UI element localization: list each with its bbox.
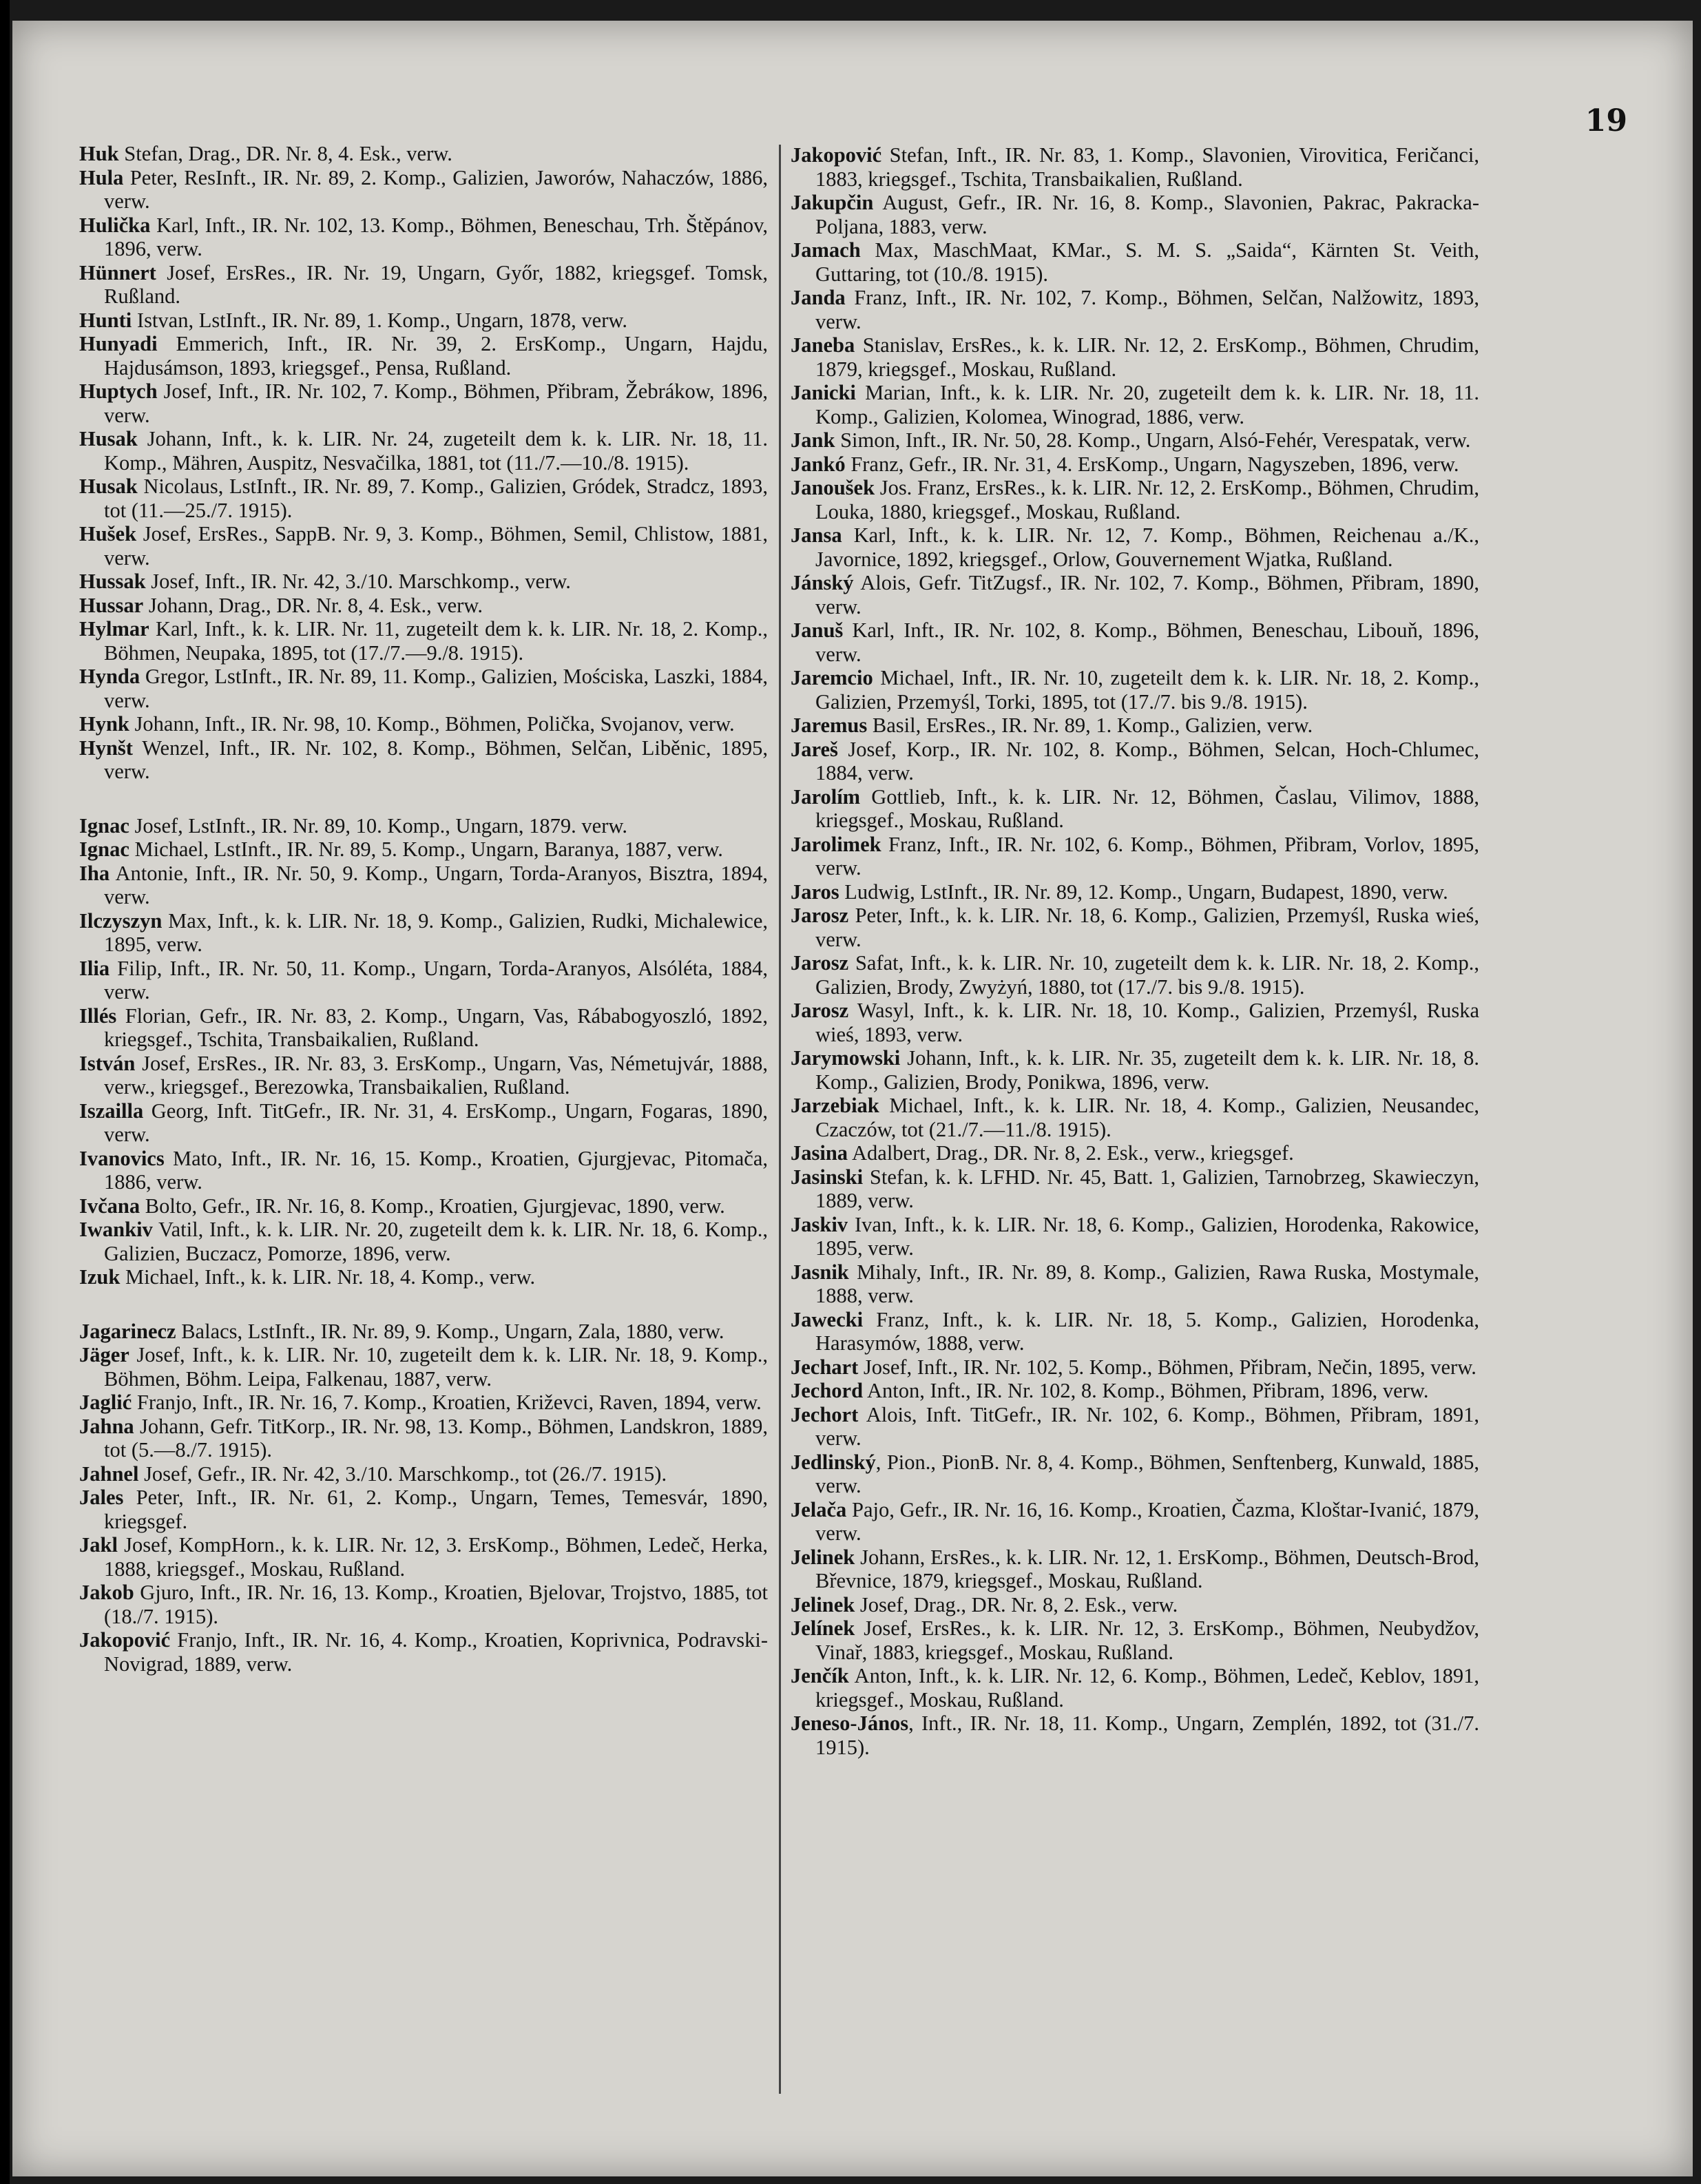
entry-details: Franjo, Inft., IR. Nr. 16, 7. Komp., Kroatien, Križevci, Raven, 1894, verw. [132,1391,762,1414]
entry-surname: Ivčana [79,1194,140,1218]
register-entry [791,476,1479,523]
register-entry [791,1046,1479,1094]
entry-details: Wasyl, Inft., k. k. LIR. Nr. 18, 10. Komp., Galizien, Przemyśl, Ruska wieś, 1893, verw. [815,999,1479,1046]
entry-surname: Jank [791,428,835,452]
entry-surname: Jakob [79,1581,134,1604]
entry-details: August, Gefr., IR. Nr. 16, 8. Komp., Slavonien, Pakrac, Pakracka-Poljana, 1883, verw. [815,191,1479,238]
entry-surname: Hussak [79,570,146,593]
register-entry [791,1213,1479,1260]
entry-surname: István [79,1051,136,1075]
entry-details: Franjo, Inft., IR. Nr. 16, 4. Komp., Kroatien, Koprivnica, Podravski-Novigrad, 1889, verw. [104,1628,768,1676]
entry-surname: Januš [791,618,844,642]
entry-details: Ivan, Inft., k. k. LIR. Nr. 18, 6. Komp., Galizien, Horodenka, Rakowice, 1895, verw. [815,1212,1479,1260]
entry-surname: Jales [79,1486,124,1509]
entry-surname: Jechort [791,1402,859,1426]
entry-surname: Jarzebiak [791,1094,879,1117]
entry-surname: Ilczyszyn [79,908,163,933]
register-entry [791,1450,1479,1498]
entry-surname: Ignac [79,813,129,838]
entry-details: Wenzel, Inft., IR. Nr. 102, 8. Komp., Böhmen, Selčan, Liběnic, 1895, verw. [104,736,768,783]
entry-details: Michael, Inft., k. k. LIR. Nr. 18, 4. Komp., Galizien, Neusandec, Czaczów, tot (21./7.—11./8. 1915). [815,1094,1479,1141]
entry-surname: Jelínek [791,1616,855,1640]
register-entry [791,238,1479,286]
entry-details: Karl, Inft., k. k. LIR. Nr. 11, zugeteilt dem k. k. LIR. Nr. 18, 2. Komp., Böhmen, Neupaka, 1895, tot (17./7.—9./8. 1915). [104,617,768,665]
entry-details: Johann, Gefr. TitKorp., IR. Nr. 98, 13. Komp., Böhmen, Landskron, 1889, tot (5.—8./7. 1915). [104,1414,768,1462]
register-entry [79,617,768,665]
entry-surname: Hunti [79,308,132,332]
entry-surname: Jaskiv [791,1212,848,1236]
register-entry [79,838,768,862]
entry-surname: Jansa [791,523,842,547]
entry-surname: Jarosz [791,904,849,927]
entry-details: Josef, ErsRes., IR. Nr. 83, 3. ErsKomp., Ungarn, Vas, Németujvár, 1888, verw., kriegsgef., Berezowka, Transbaikalien, Rußland. [104,1051,768,1099]
register-entry [79,909,768,957]
register-entry [79,214,768,261]
entry-surname: Izuk [79,1265,121,1289]
register-entry [791,833,1479,880]
entry-surname: Jarolimek [791,832,881,856]
entry-details: Mihaly, Inft., IR. Nr. 89, 8. Komp., Galizien, Rawa Ruska, Mostymale, 1888, verw. [815,1260,1479,1307]
register-entry [79,1486,768,1533]
entry-details: Ludwig, LstInft., IR. Nr. 89, 12. Komp., Ungarn, Budapest, 1890, verw. [839,880,1448,904]
entry-details: Josef, ErsRes., IR. Nr. 19, Ungarn, Győr, 1882, kriegsgef. Tomsk, Rußland. [104,260,768,308]
entry-surname: Iszailla [79,1099,144,1123]
entry-details: Max, MaschMaat, KMar., S. M. S. „Saida“, Kärnten St. Veith, Guttaring, tot (10./8. 1915). [815,238,1479,286]
entry-surname: Jasnik [791,1260,849,1284]
entry-details: Johann, Inft., IR. Nr. 98, 10. Komp., Böhmen, Polička, Svojanov, verw. [129,712,735,736]
register-entry [79,1004,768,1052]
entry-surname: Jarosz [791,999,849,1022]
entry-surname: Ignac [79,838,129,861]
register-entry [791,714,1479,738]
entry-details: Peter, ResInft., IR. Nr. 89, 2. Komp., Galizien, Jaworów, Nahaczów, 1886, verw. [104,165,768,213]
entry-surname: Huptych [79,379,158,403]
register-entry [791,1593,1479,1617]
entry-details: , Pion., PionB. Nr. 8, 4. Komp., Böhmen, Senftenberg, Kunwald, 1885, verw. [815,1450,1479,1497]
entry-surname: Jarosz [791,951,849,975]
register-entry [791,571,1479,618]
register-entry [79,814,768,838]
entry-details: Adalbert, Drag., DR. Nr. 8, 2. Esk., verw., kriegsgef. [848,1141,1294,1165]
register-entry [791,1308,1479,1355]
entry-details: Georg, Inft. TitGefr., IR. Nr. 31, 4. ErsKomp., Ungarn, Fogaras, 1890, verw. [104,1099,768,1146]
register-entry [791,904,1479,951]
register-entry [791,1260,1479,1308]
entry-details: Gottlieb, Inft., k. k. LIR. Nr. 12, Böhmen, Časlau, Vilimov, 1888, kriegsgef., Moskau, Rußland. [815,784,1479,832]
entry-details: Gregor, LstInft., IR. Nr. 89, 11. Komp., Galizien, Mościska, Laszki, 1884, verw. [104,665,768,712]
entry-details: Stefan, Drag., DR. Nr. 8, 4. Esk., verw. [118,142,452,165]
entry-details: Antonie, Inft., IR. Nr. 50, 9. Komp., Ungarn, Torda-Aranyos, Bisztra, 1894, verw. [104,861,768,908]
register-entry [791,1141,1479,1165]
page-number: 19 [1585,103,1627,138]
entry-surname: Jagarinecz [79,1319,176,1343]
section-gap [79,784,768,814]
column-divider [779,145,781,2094]
register-entry [791,1498,1479,1546]
entry-surname: Jakupčin [791,191,874,214]
entry-surname: Jankó [791,452,846,476]
register-entry [791,1403,1479,1450]
register-entry [791,666,1479,714]
register-entry [79,1265,768,1289]
entry-details: Franz, Inft., k. k. LIR. Nr. 18, 5. Komp., Galizien, Horodenka, Harasymów, 1888, verw. [815,1307,1479,1355]
entry-details: Nicolaus, LstInft., IR. Nr. 89, 7. Komp., Galizien, Gródek, Stradcz, 1893, tot (11.—25./7. 1915). [104,475,768,522]
entry-surname: Jäger [79,1343,129,1366]
entry-details: Josef, Inft., IR. Nr. 102, 5. Komp., Böhmen, Přibram, Nečin, 1895, verw. [858,1355,1476,1379]
register-entry [79,261,768,309]
register-entry [79,522,768,570]
entry-details: Michael, Inft., IR. Nr. 10, zugeteilt dem k. k. LIR. Nr. 18, 2. Komp., Galizien, Przemyśl, Torki, 1895, tot (17./7. bis 9./8. 1915). [815,666,1479,714]
entry-surname: Jahnel [79,1462,139,1486]
register-entry [791,1355,1479,1380]
entry-details: Josef, Inft., IR. Nr. 42, 3./10. Marschkomp., verw. [145,570,571,593]
entry-surname: Husak [79,475,138,498]
register-entry [79,1533,768,1581]
entry-surname: Jaglić [79,1391,132,1414]
entry-details: Max, Inft., k. k. LIR. Nr. 18, 9. Komp., Galizien, Rudki, Michalewice, 1895, verw. [104,908,768,956]
entry-details: Mato, Inft., IR. Nr. 16, 15. Komp., Kroatien, Gjurgjevac, Pitomača, 1886, verw. [104,1146,768,1194]
entry-details: Peter, Inft., k. k. LIR. Nr. 18, 6. Komp., Galizien, Przemyśl, Ruska wieś, verw. [815,904,1479,951]
entry-details: Anton, Inft., IR. Nr. 102, 8. Komp., Böhmen, Přibram, 1896, verw. [863,1379,1429,1402]
register-entry [791,523,1479,571]
register-entry [791,333,1479,381]
register-entry [79,1099,768,1147]
register-entry [79,1320,768,1344]
register-entry [79,166,768,214]
entry-details: Johann, ErsRes., k. k. LIR. Nr. 12, 1. ErsKomp., Böhmen, Deutsch-Brod, Břevnice, 1879, kriegsgef., Moskau, Rußland. [815,1545,1479,1592]
register-entry [79,665,768,712]
entry-surname: Husak [79,427,138,450]
entry-details: Franz, Gefr., IR. Nr. 31, 4. ErsKomp., Ungarn, Nagyszeben, 1896, verw. [845,452,1459,476]
register-entry [79,957,768,1004]
entry-details: Stefan, k. k. LFHD. Nr. 45, Batt. 1, Galizien, Tarnobrzeg, Skawieczyn, 1889, verw. [815,1165,1479,1212]
entry-details: Vatil, Inft., k. k. LIR. Nr. 20, zugeteilt dem k. k. LIR. Nr. 18, 6. Komp., Galizien, Buczacz, Pomorze, 1896, verw. [104,1218,768,1265]
entry-details: Jos. Franz, ErsRes., k. k. LIR. Nr. 12, 2. ErsKomp., Böhmen, Chrudim, Louka, 1880, kriegsgef., Moskau, Rußland. [815,476,1479,523]
entry-surname: Jawecki [791,1307,864,1331]
register-entry [79,1147,768,1194]
entry-surname: Hynda [79,665,140,688]
entry-surname: Hula [79,165,124,189]
entry-surname: Jasina [791,1141,848,1165]
entry-surname: Jenčík [791,1664,849,1687]
entry-details: Josef, KompHorn., k. k. LIR. Nr. 12, 3. ErsKomp., Böhmen, Ledeč, Herka, 1888, kriegsgef., Moskau, Rußland. [104,1533,768,1581]
entry-details: , Inft., IR. Nr. 18, 11. Komp., Ungarn, Zemplén, 1892, tot (31./7. 1915). [815,1712,1479,1759]
entry-details: Johann, Inft., k. k. LIR. Nr. 24, zugeteilt dem k. k. LIR. Nr. 18, 11. Komp., Mähren, Auspitz, Nesvačilka, 1881, tot (11./7.—10./8. 1915). [104,427,768,475]
entry-details: Florian, Gefr., IR. Nr. 83, 2. Komp., Ungarn, Vas, Rábabogyoszló, 1892, kriegsgef., Tschita, Transbaikalien, Rußland. [104,1003,768,1051]
entry-details: Basil, ErsRes., IR. Nr. 89, 1. Komp., Galizien, verw. [867,714,1313,737]
entry-surname: Hynk [79,712,129,736]
entry-surname: Hylmar [79,617,149,641]
scan-edge [0,0,10,2184]
register-entry [791,453,1479,477]
entry-surname: Jakopović [79,1628,171,1652]
entry-surname: Jaremus [791,714,868,737]
entry-details: Josef, ErsRes., k. k. LIR. Nr. 12, 3. ErsKomp., Böhmen, Neubydžov, Vinař, 1883, kriegsgef., Moskau, Rußland. [815,1616,1479,1664]
entry-details: Josef, LstInft., IR. Nr. 89, 10. Komp., Ungarn, 1879. verw. [129,813,628,838]
entry-surname: Janeba [791,333,855,357]
entry-surname: Jechart [791,1355,859,1379]
register-entry [791,1546,1479,1593]
register-entry [791,1379,1479,1403]
entry-surname: Janicki [791,381,856,404]
entry-details: Marian, Inft., k. k. LIR. Nr. 20, zugeteilt dem k. k. LIR. Nr. 18, 11. Komp., Galizien, Kolomea, Winograd, 1886, verw. [815,381,1479,428]
entry-surname: Janoušek [791,476,875,499]
register-entry [79,1628,768,1676]
entry-surname: Illés [79,1003,117,1028]
register-entry [79,427,768,475]
entry-details: Michael, LstInft., IR. Nr. 89, 5. Komp., Ungarn, Baranya, 1887, verw. [129,838,723,861]
entry-surname: Jarymowski [791,1046,901,1070]
entry-details: Josef, Korp., IR. Nr. 102, 8. Komp., Böhmen, Selcan, Hoch-Chlumec, 1884, verw. [815,737,1479,784]
entry-surname: Jahna [79,1414,134,1438]
entry-details: Johann, Inft., k. k. LIR. Nr. 35, zugeteilt dem k. k. LIR. Nr. 18, 8. Komp., Galizien, Brody, Ponikwa, 1896, verw. [815,1046,1479,1094]
register-entry [791,738,1479,785]
register-entry [791,191,1479,238]
entry-surname: Jakopović [791,143,882,167]
entry-details: Karl, Inft., IR. Nr. 102, 8. Komp., Böhmen, Beneschau, Libouň, 1896, verw. [815,618,1479,666]
register-entry [79,1581,768,1628]
entry-surname: Iwankiv [79,1218,153,1241]
register-entry [791,1165,1479,1213]
register-entry [791,1094,1479,1141]
entry-details: Johann, Drag., DR. Nr. 8, 4. Esk., verw. [143,593,483,617]
entry-surname: Jechord [791,1379,864,1402]
register-entry [791,143,1479,191]
entry-surname: Hynšt [79,736,133,760]
register-entry [79,1462,768,1486]
register-entry [791,785,1479,833]
entry-details: Bolto, Gefr., IR. Nr. 16, 8. Komp., Kroatien, Gjurgjevac, 1890, verw. [140,1194,725,1218]
entry-details: Filip, Inft., IR. Nr. 50, 11. Komp., Ungarn, Torda-Aranyos, Alsóléta, 1884, verw. [104,956,768,1003]
entry-surname: Iha [79,861,110,885]
entry-surname: Jeneso-János [791,1712,909,1735]
section-gap [79,1289,768,1320]
register-entry [79,379,768,427]
register-entry [79,332,768,379]
entry-surname: Jedlinský [791,1450,876,1474]
entry-surname: Jasinski [791,1165,864,1189]
entry-details: Emmerich, Inft., IR. Nr. 39, 2. ErsKomp., Ungarn, Hajdu, Hajdusámson, 1893, kriegsgef., Pensa, Rußland. [104,332,768,379]
entry-details: Josef, Drag., DR. Nr. 8, 2. Esk., verw. [855,1592,1178,1616]
register-entry [79,594,768,618]
register-entry [79,862,768,909]
entry-details: Josef, Inft., k. k. LIR. Nr. 10, zugeteilt dem k. k. LIR. Nr. 18, 9. Komp., Böhmen, Böhm. Leipa, Falkenau, 1887, verw. [104,1343,768,1391]
entry-surname: Hussar [79,593,144,617]
entry-surname: Huk [79,142,119,165]
entry-details: Anton, Inft., k. k. LIR. Nr. 12, 6. Komp., Böhmen, Ledeč, Keblov, 1891, kriegsgef., Moskau, Rußland. [815,1664,1479,1712]
register-entry [79,1415,768,1462]
entry-details: Gjuro, Inft., IR. Nr. 16, 13. Komp., Kroatien, Bjelovar, Trojstvo, 1885, tot (18./7. 1915). [104,1581,768,1628]
entry-surname: Hušek [79,522,137,545]
register-entry [79,1052,768,1099]
entry-details: Josef, Inft., IR. Nr. 102, 7. Komp., Böhmen, Přibram, Žebrákow, 1896, verw. [104,379,768,427]
register-entry [791,286,1479,333]
entry-surname: Hulička [79,213,151,237]
entry-surname: Ivanovics [79,1146,165,1170]
entry-surname: Jaremcio [791,666,873,689]
entry-surname: Ilia [79,956,110,980]
register-entry [79,475,768,522]
register-entry [79,1194,768,1218]
entry-details: Simon, Inft., IR. Nr. 50, 28. Komp., Ungarn, Alsó-Fehér, Verespatak, verw. [835,428,1471,452]
register-entry [791,381,1479,428]
entry-details: Stefan, Inft., IR. Nr. 83, 1. Komp., Slavonien, Virovitica, Feričanci, 1883, kriegsgef., Tschita, Transbaikalien, Rußland. [815,143,1479,191]
register-entry [791,880,1479,904]
entry-surname: Jelinek [791,1592,855,1616]
register-entry [79,1218,768,1265]
right-column [791,143,1479,1759]
entry-details: Istvan, LstInft., IR. Nr. 89, 1. Komp., Ungarn, 1878, verw. [132,308,628,332]
register-entry [79,309,768,333]
register-entry [79,736,768,784]
register-entry [791,1664,1479,1712]
register-entry [791,951,1479,999]
entry-details: Peter, Inft., IR. Nr. 61, 2. Komp., Ungarn, Temes, Temesvár, 1890, kriegsgef. [104,1486,768,1533]
entry-surname: Janda [791,286,846,309]
register-entry [791,1712,1479,1759]
register-entry [79,1391,768,1415]
register-entry [79,712,768,736]
entry-surname: Jakl [79,1533,118,1557]
register-entry [791,999,1479,1046]
entry-details: Stanislav, ErsRes., k. k. LIR. Nr. 12, 2. ErsKomp., Böhmen, Chrudim, 1879, kriegsgef., Moskau, Rußland. [815,333,1479,381]
entry-details: Balacs, LstInft., IR. Nr. 89, 9. Komp., Ungarn, Zala, 1880, verw. [176,1319,724,1343]
entry-surname: Jelača [791,1497,847,1521]
entry-surname: Jaros [791,880,839,904]
entry-surname: Jánský [791,571,854,594]
entry-details: Pajo, Gefr., IR. Nr. 16, 16. Komp., Kroatien, Čazma, Kloštar-Ivanić, 1879, verw. [815,1497,1479,1545]
entry-details: Karl, Inft., k. k. LIR. Nr. 12, 7. Komp., Böhmen, Reichenau a./K., Javornice, 1892, kriegsgef., Orlow, Gouvernement Wjatka, Rußland. [815,523,1479,571]
entry-surname: Jelinek [791,1545,855,1569]
register-entry [791,618,1479,666]
entry-details: Safat, Inft., k. k. LIR. Nr. 10, zugeteilt dem k. k. LIR. Nr. 18, 2. Komp., Galizien, Brody, Zwyżyń, 1880, tot (17./7. bis 9./8. 1915). [815,951,1479,999]
left-column [79,142,768,1676]
register-entry [79,1343,768,1391]
entry-details: Michael, Inft., k. k. LIR. Nr. 18, 4. Komp., verw. [120,1265,536,1289]
entry-surname: Jarolím [791,784,861,809]
entry-surname: Hunyadi [79,332,158,355]
entry-surname: Jareš [791,737,838,761]
entry-details: Alois, Gefr. TitZugsf., IR. Nr. 102, 7. Komp., Böhmen, Přibram, 1890, verw. [815,571,1479,618]
entry-details: Alois, Inft. TitGefr., IR. Nr. 102, 6. Komp., Böhmen, Přibram, 1891, verw. [815,1402,1479,1450]
entry-details: Karl, Inft., IR. Nr. 102, 13. Komp., Böhmen, Beneschau, Trh. Štěpánov, 1896, verw. [104,213,768,260]
entry-details: Josef, Gefr., IR. Nr. 42, 3./10. Marschkomp., tot (26./7. 1915). [138,1462,667,1486]
entry-surname: Jamach [791,238,861,262]
register-entry [79,142,768,166]
entry-surname: Hünnert [79,260,156,284]
register-entry [791,428,1479,453]
entry-details: Josef, ErsRes., SappB. Nr. 9, 3. Komp., Böhmen, Semil, Chlistow, 1881, verw. [104,522,768,570]
entry-details: Franz, Inft., IR. Nr. 102, 6. Komp., Böhmen, Přibram, Vorlov, 1895, verw. [815,832,1479,880]
register-entry [791,1616,1479,1664]
entry-details: Franz, Inft., IR. Nr. 102, 7. Komp., Böhmen, Selčan, Nalžowitz, 1893, verw. [815,286,1479,333]
register-entry [79,570,768,594]
